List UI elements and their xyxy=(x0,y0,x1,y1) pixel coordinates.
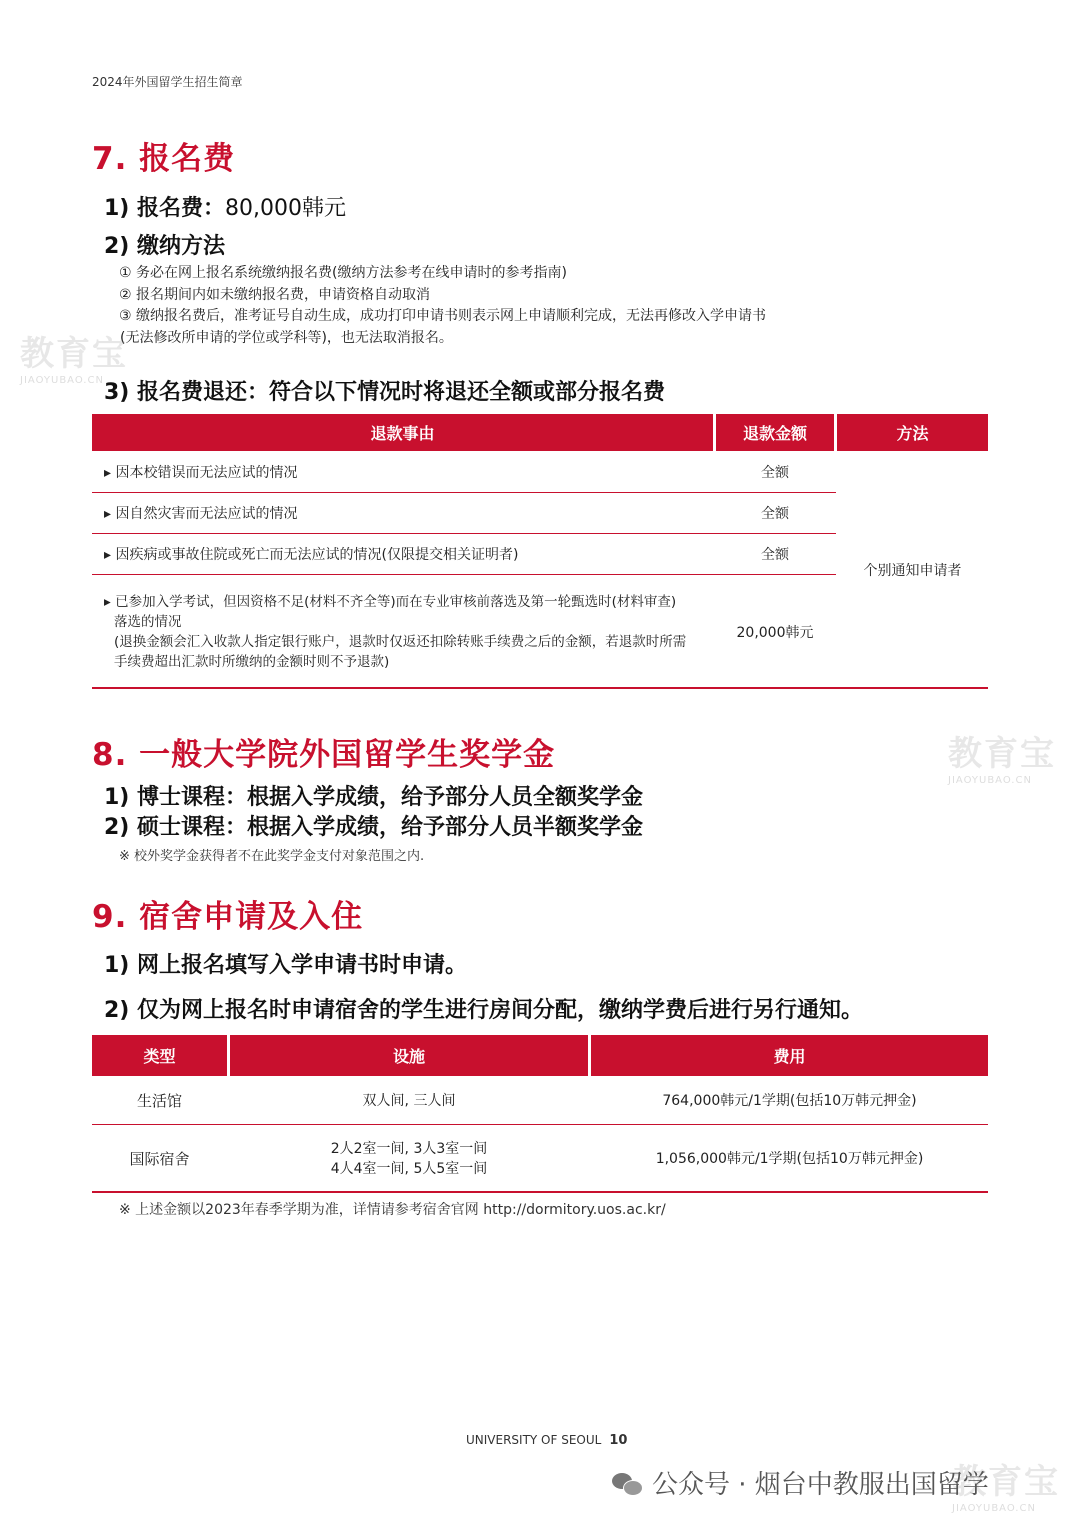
dorm-fee: 764,000韩元/1学期(包括10万韩元押金) xyxy=(662,1093,917,1109)
document-header: 2024年外国留学生招生简章 xyxy=(92,75,243,89)
scholarship-label: 2) 硕士课程： xyxy=(104,815,248,840)
dorm-table xyxy=(92,1035,988,1195)
watermark-domain: JIAOYUBAO.CN xyxy=(20,375,104,386)
watermark-logo-text: 教育宝 xyxy=(952,1462,1060,1502)
reason-line: ▸ 已参加入学考试，但因资格不足(材料不齐全等)而在专业审核前落选及第一轮甄选时(材料审查) xyxy=(104,594,677,610)
dorm-facility: 双人间, 三人间 xyxy=(362,1093,456,1109)
payment-method-list xyxy=(119,263,766,349)
table-header-type: 类型 xyxy=(92,1035,227,1076)
table-bottom-border xyxy=(92,1191,988,1193)
table-header-method: 方法 xyxy=(837,414,988,451)
table-row-amount: 全额 xyxy=(761,547,789,563)
section-9-title: 9. 宿舍申请及入住 xyxy=(92,899,364,935)
dorm-note: ※ 上述金额以2023年春季学期为准，详情请参考宿舍官网 http://dormitory.uos.ac.kr/ xyxy=(119,1202,666,1218)
table-row-amount: 全额 xyxy=(761,465,789,481)
payment-item: ② 报名期间内如未缴纳报名费，申请资格自动取消 xyxy=(119,286,430,303)
dorm-allocate-item: 2) 仅为网上报名时申请宿舍的学生进行房间分配，缴纳学费后进行另行通知。 xyxy=(104,998,864,1023)
watermark-left xyxy=(20,326,128,386)
section-7-title: 7. 报名费 xyxy=(92,141,236,177)
watermark-logo-text: 教育宝 xyxy=(20,334,128,374)
payment-method-heading: 2) 缴纳方法 xyxy=(104,234,226,259)
page-number: 10 xyxy=(609,1433,628,1448)
watermark-right xyxy=(948,726,1056,786)
payment-item: (无法修改所申请的学位或学科等)，也无法取消报名。 xyxy=(120,329,453,346)
refund-label: 3) 报名费退还： xyxy=(104,380,270,405)
fee-line xyxy=(104,191,346,222)
wechat-icon xyxy=(612,1471,642,1495)
table-row-amount: 全额 xyxy=(761,506,789,522)
watermark-domain: JIAOYUBAO.CN xyxy=(952,1503,1036,1514)
reason-line: 手续费超出汇款时所缴纳的金额时则不予退款) xyxy=(114,654,390,670)
masters-scholarship xyxy=(104,810,643,841)
dorm-apply-item: 1) 网上报名填写入学申请书时申请。 xyxy=(104,953,468,978)
watermark-logo-text: 教育宝 xyxy=(948,734,1056,774)
doctoral-scholarship xyxy=(104,780,643,811)
table-header-amount: 退款金额 xyxy=(716,414,834,451)
table-row-amount: 20,000韩元 xyxy=(736,624,814,641)
watermark-domain: JIAOYUBAO.CN xyxy=(948,775,1032,786)
table-header-fee: 费用 xyxy=(591,1035,988,1076)
scholarship-label: 1) 博士课程： xyxy=(104,785,248,810)
scholarship-note: ※ 校外奖学金获得者不在此奖学金支付对象范围之内. xyxy=(119,849,425,864)
dorm-type: 生活馆 xyxy=(136,1091,182,1110)
fee-value: 80,000韩元 xyxy=(225,196,347,221)
table-row-reason: ▸ 因疾病或事故住院或死亡而无法应试的情况(仅限提交相关证明者) xyxy=(104,547,519,563)
dorm-fee: 1,056,000韩元/1学期(包括10万韩元押金) xyxy=(655,1151,924,1167)
refund-desc: 符合以下情况时将退还全额或部分报名费 xyxy=(269,380,666,405)
table-header-facility: 设施 xyxy=(230,1035,588,1076)
page-footer xyxy=(466,1433,627,1448)
footer-university: UNIVERSITY OF SEOUL xyxy=(466,1433,602,1447)
reason-line: 落选的情况 xyxy=(114,614,182,630)
payment-item: ③ 缴纳报名费后，准考证号自动生成，成功打印申请书则表示网上申请顺利完成，无法再修改入学申请书 xyxy=(119,308,766,324)
table-header-reason: 退款事由 xyxy=(92,414,713,451)
facility-line: 4人4室一间, 5人5室一间 xyxy=(330,1161,488,1177)
payment-item: ① 务必在网上报名系统缴纳报名费(缴纳方法参考在线申请时的参考指南) xyxy=(119,265,567,281)
refund-table xyxy=(92,414,988,690)
scholarship-desc: 根据入学成绩，给予部分人员半额奖学金 xyxy=(247,815,644,840)
reason-line: (退换金额会汇入收款人指定银行账户，退款时仅返还扣除转账手续费之后的金额，若退款时所需 xyxy=(114,634,687,650)
refund-method-cell: 个别通知申请者 xyxy=(863,563,962,579)
facility-line: 2人2室一间, 3人3室一间 xyxy=(330,1141,488,1157)
fee-label: 1) 报名费： xyxy=(104,196,226,221)
table-row-reason: ▸ 因本校错误而无法应试的情况 xyxy=(104,465,298,481)
refund-heading xyxy=(104,375,665,406)
dorm-facility xyxy=(230,1139,588,1179)
scholarship-desc: 根据入学成绩，给予部分人员全额奖学金 xyxy=(247,785,644,810)
wechat-text: 公众号 · 烟台中教服出国留学 xyxy=(652,1470,989,1500)
table-row-reason xyxy=(104,592,714,672)
table-row-reason: ▸ 因自然灾害而无法应试的情况 xyxy=(104,506,298,522)
wechat-banner xyxy=(612,1464,989,1501)
table-bottom-border xyxy=(92,687,988,689)
dorm-type: 国际宿舍 xyxy=(129,1149,190,1168)
section-8-title: 8. 一般大学院外国留学生奖学金 xyxy=(92,737,556,773)
